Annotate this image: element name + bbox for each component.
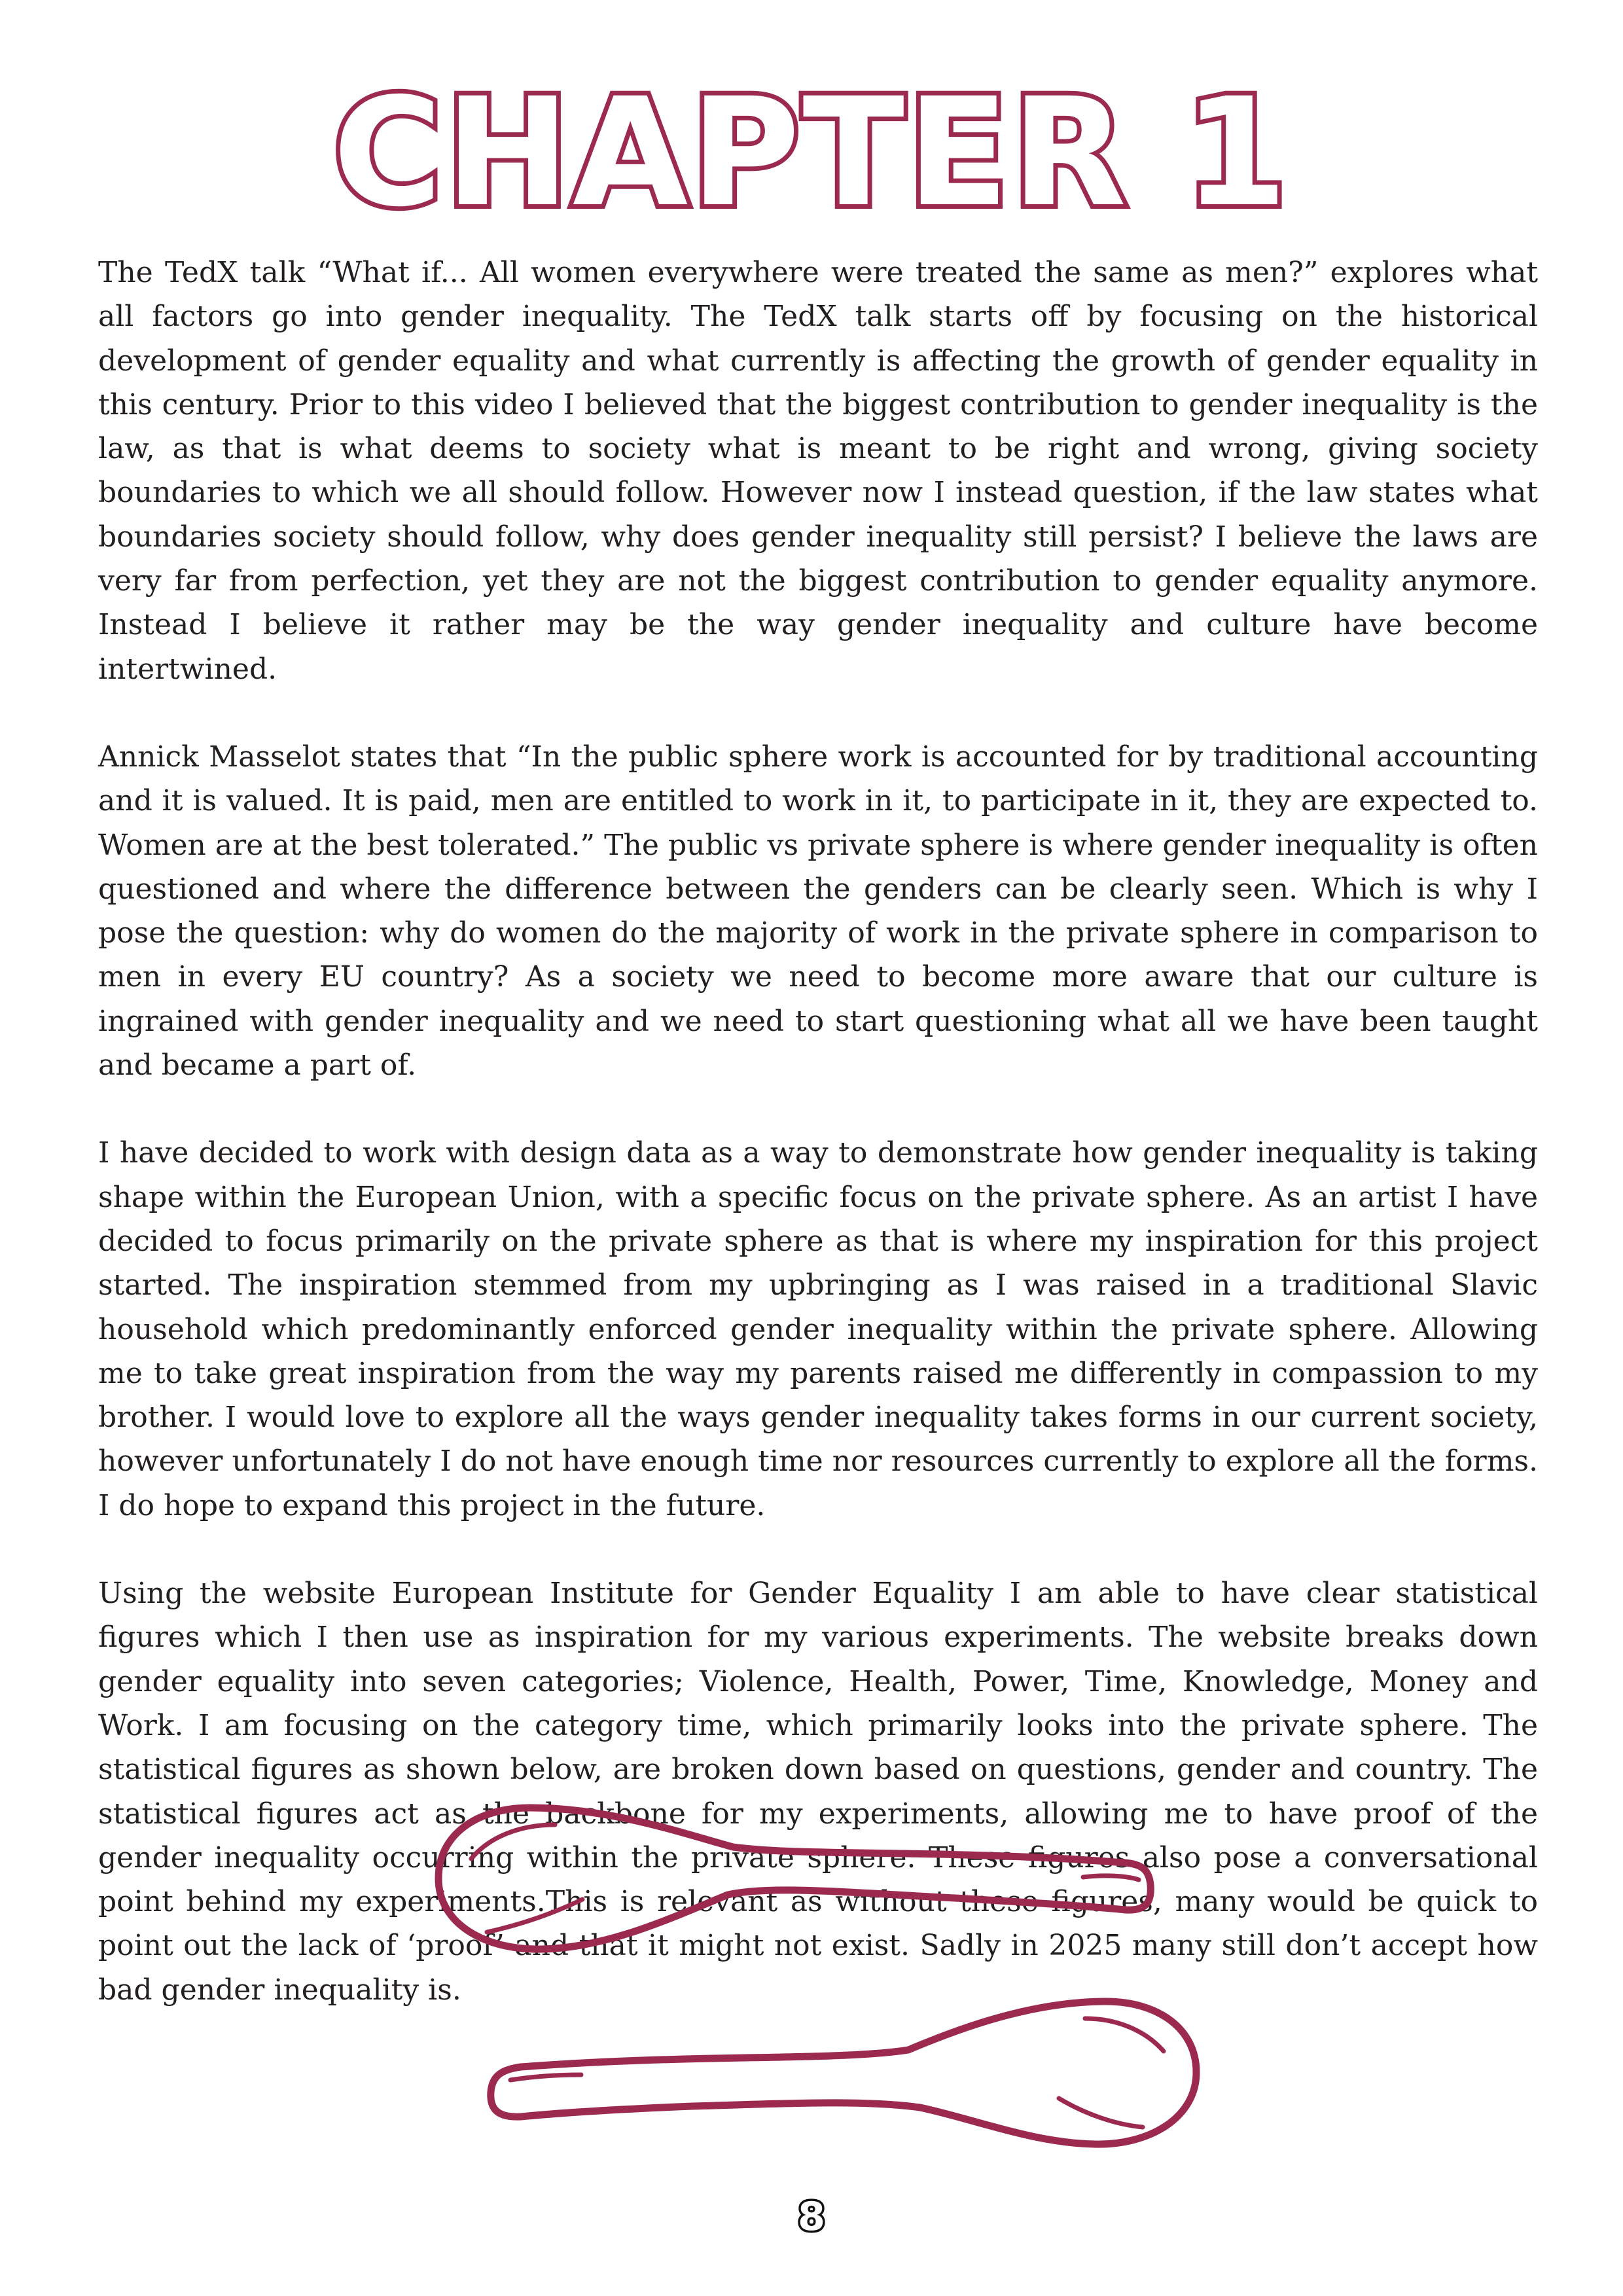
chapter-title: CHAPTER 1 (332, 65, 1291, 240)
page-number: 8 (798, 2194, 825, 2240)
body-text (98, 251, 1538, 2056)
paragraph-3: I have decided to work with design data as a way to demonstrate how gender inequality is taking shape within the European Union, with a specific focus on the private sphere. As an artist I have decided to focus primarily on the private sphere as that is where my inspiration for this project started. The inspiration stemmed from my upbringing as I was raised in a traditional Slavic household which predominantly enforced gender inequality within the private sphere. Allowing me to take great inspiration from the way my parents raised me differently in compassion to my brother. I would love to explore all the ways gender inequality takes forms in our current society, however unfortunately I do not have enough time nor resources currently to explore all the forms. I do hope to expand this project in the future. (98, 1136, 1538, 1522)
paragraph-1: The TedX talk “What if... All women everywhere were treated the same as men?” explores what all factors go into gender inequality. The TedX talk starts off by focusing on the historical development of gender equality and what currently is affecting the growth of gender equality in this century. Prior to this video I believed that the biggest contribution to gender inequality is the law, as that is what deems to society what is meant to be right and wrong, giving society boundaries to which we all should follow. However now I instead question, if the law states what boundaries society should follow, why does gender inequality still persist? I believe the laws are very far from perfection, yet they are not the biggest contribution to gender equality anymore. Instead I believe it rather may be the way gender inequality and culture have become intertwined. (98, 256, 1538, 686)
spoon-icon (432, 1793, 1158, 1964)
spoon-icon (483, 1988, 1203, 2159)
paragraph-4: Using the website European Institute for Gender Equality I am able to have clear statistical figures which I then use as inspiration for my various experiments. The website breaks down gender equality into seven categories; Violence, Health, Power, Time, Knowledge, Money and Work. I am focusing on the category time, which primarily looks into the private sphere. The statistical figures as shown below, are broken down based on questions, gender and country. The statistical figures act as the backbone for my experiments, allowing me to have proof of the gender inequality occurring within the private sphere. These figures also pose a conversational point behind my experiments.This is relevant as without these figures, many would be quick to point out the lack of ‘proof’ and that it might not exist. Sadly in 2025 many still don’t accept how bad gender inequality is. (98, 1577, 1538, 2007)
paragraph-2: Annick Masselot states that “In the public sphere work is accounted for by traditional accounting and it is valued. It is paid, men are entitled to work in it, to participate in it, they are expected to. Women are at the best tolerated.” The public vs private sphere is where gender inequality is often questioned and where the difference between the genders can be clearly seen. Which is why I pose the question: why do women do the majority of work in the private sphere in comparison to men in every EU country? As a society we need to become more aware that our culture is ingrained with gender inequality and we need to start questioning what all we have been taught and became a part of. (98, 740, 1538, 1083)
